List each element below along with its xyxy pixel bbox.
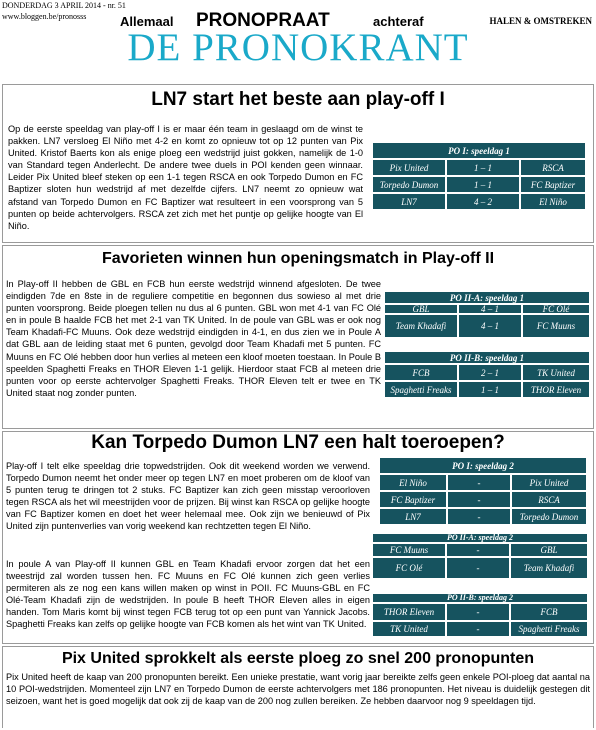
away-team: FC Baptizer [520,176,586,193]
away-team: FCB [510,603,588,621]
score: 4 – 1 [458,304,522,314]
score: - [447,491,511,508]
tagline-pronopraat: PRONOPRAAT [196,10,330,31]
table-row [372,159,586,176]
home-team: FC Muuns [372,543,446,557]
away-team: RSCA [511,491,587,508]
away-team: Team Khadafi [510,557,588,579]
score: - [447,508,511,525]
away-team: RSCA [520,159,586,176]
home-team: Spaghetti Freaks [384,381,458,398]
tagline-allemaal: Allemaal [120,14,174,29]
table-row [384,364,590,381]
home-team: LN7 [372,193,446,210]
fixtures-table-poIIB-sd2 [371,592,589,638]
article-ln7-start [2,84,594,243]
away-team: El Niño [520,193,586,210]
table-row [379,491,587,508]
table-title: PO I: speeldag 1 [372,142,586,159]
score: 4 – 2 [446,193,520,210]
results-table-poI-sd1 [371,141,587,211]
score: 1 – 1 [458,381,522,398]
results-table-poIIB-sd1 [383,350,591,399]
table-title: PO II-B: speeldag 1 [384,351,590,364]
article-body: In Play-off II hebben de GBL en FCB hun eerste wedstrijd winnend afgesloten. De twee eindigden 7de en 8ste in de reguliere competitie en begonnen dus sowieso al met drie punten voorsprong. Beide ploegen tellen nu dus al 6 punten. GBL won met 4-1 van FC Olé en in poule B haalde FCB het met 2-1 van TK United. In de poule van GBL was er ook nog Team Khadafi-FC Muuns. Ook deze wedstrijd eindigden in 4-1, en dus zien we in Poule A dat GBL aan de leiding staat met 6 punten, gevolgd door Team Khadafi met 5 punten. FC Muuns en FC Olé hebben door hun verlies al meteen een kloof moeten toestaan. In Poule B speelden Spaghetti Freaks en THOR Eleven 1-1 gelijk. Hierdoor staat FCB al meteen drie punten voor op eerste achtervolger Spaghetti Freaks. THOR Eleven telt er twee en TK United staat nog zonder punten. [6,279,381,398]
page-title: DE PRONOKRANT [127,26,469,69]
table-row [379,508,587,525]
issue-date: DONDERDAG 3 APRIL 2014 - nr. 51 [2,1,126,10]
article-body-2: In poule A van Play-off II kunnen GBL en Team Khadafi ervoor zorgen dat het een tweestrijd zal worden tussen hen. FC Muuns en FC Olé kunnen zich geen verlies permiteren als ze nog een kans willen maken op winst in POII. FC Muuns-GBL en FC Olé-Team Khadafi zijn de wedstrijden. In poule B heeft THOR Eleven alles in eigen handen. Tom Maris komt bij winst tegen FCB terug tot op een punt van Yannick Jacobs. Spaghetti Freaks kan zelfs op gelijke hoogte van FCB komen als het wint van TK United. [6,559,370,630]
score: - [446,557,510,579]
score: - [446,543,510,557]
article-pix-united [2,646,594,728]
away-team: Torpedo Dumon [511,508,587,525]
home-team: THOR Eleven [372,603,446,621]
away-team: Pix United [511,474,587,491]
home-team: FC Olé [372,557,446,579]
score: - [446,603,510,621]
home-team: Team Khadafi [384,314,458,338]
score: - [446,621,510,637]
article-headline: Favorieten winnen hun openingsmatch in Play-off II [101,250,495,267]
article-body: Op de eerste speeldag van play-off I is er maar één team in geslaagd om de winst te pakken. LN7 versloeg El Niño met 4-2 en komt zo opnieuw tot op 12 punten van Pix United. Kristof Baerts kon als enige ploeg een wedstrijd juist gokken, namelijk de 1-0 van Standard tegen Anderlecht. De andere twee duels in POI kenden geen winnaar. Leider Pix United bleef steken op een 1-1 tegen RSCA en ook Torpedo Dumon en FC Baptizer sloten hun wedstrijd af met dezelfde cijfers. LN7 neemt zo opnieuw wat afstand van Torpedo Dumon en FC Baptizer wat resulteert in een voorsprong van 5 punten op beide achtervolgers. RSCA zet zich met het puntje op gelijke hoogte van El Niño. [8,124,363,231]
table-row [372,557,588,579]
table-title: PO I: speeldag 2 [379,457,587,474]
table-row [384,314,590,338]
home-team: TK United [372,621,446,637]
away-team: FC Muuns [522,314,590,338]
table-row [372,603,588,621]
score: 1 – 1 [446,176,520,193]
article-headline: Pix United sprokkelt als eerste ploeg zo snel 200 pronopunten [61,650,535,667]
article-headline: Kan Torpedo Dumon LN7 een halt toeroepen? [91,432,505,453]
table-row [372,176,586,193]
score: 2 – 1 [458,364,522,381]
article-torpedo-dumon [2,431,594,644]
score: 4 – 1 [458,314,522,338]
article-headline: LN7 start het beste aan play-off I [151,89,445,110]
home-team: Pix United [372,159,446,176]
region-label: HALEN & OMSTREKEN [489,16,592,26]
table-row [372,621,588,637]
results-table-poIIA-sd1 [383,290,591,339]
away-team: FC Olé [522,304,590,314]
score: - [447,474,511,491]
table-row [372,543,588,557]
home-team: El Niño [379,474,447,491]
home-team: LN7 [379,508,447,525]
article-body-1: Play-off I telt elke speeldag drie topwedstrijden. Ook dit weekend worden we verwend. Torpedo Dumon neemt het onder meer op tegen LN7 en moet proberen om de kloof van 5 punten terug te dringen tot 2 stuks. FC Baptizer kan zich geen misstap veroorloven tegen RSCA als het wil meestrijden voor de prijzen. Bij winst kan RSCA op gelijke hoogte van FC Baptizer komen en doet het weer helemaal mee. Ook zijn we benieuwd of Pix United zijn puntenverlies van vorig weekend kan rechtzetten tegen El Niño. [6,461,370,532]
away-team: TK United [522,364,590,381]
table-row [384,381,590,398]
home-team: FCB [384,364,458,381]
away-team: THOR Eleven [522,381,590,398]
table-row [384,304,590,314]
article-body: Pix United heeft de kaap van 200 pronopunten bereikt. Een unieke prestatie, want vorig jaar bereikte zelfs geen enkele POI-ploeg dat aantal na 10 POI-wedstrijden. Momenteel zijn LN7 en Torpedo Dumon de eerste achtervolgers met 186 pronopunten. Het niveau is duidelijk gestegen dit seizoen, want het is goed mogelijk dat ook zij de kaap van de 200 nog zullen bereiken. Ze hebben daarvoor nog 9 speeldagen tijd. [6,672,590,707]
away-team: Spaghetti Freaks [510,621,588,637]
table-title: PO II-A: speeldag 1 [384,291,590,304]
away-team: GBL [510,543,588,557]
table-title: PO II-B: speeldag 2 [372,593,588,603]
tagline-achteraf: achteraf [373,14,424,29]
table-title: PO II-A: speeldag 2 [372,533,588,543]
article-favorieten [2,245,594,429]
home-team: Torpedo Dumon [372,176,446,193]
table-row [379,474,587,491]
fixtures-table-poIIA-sd2 [371,532,589,580]
score: 1 – 1 [446,159,520,176]
home-team: FC Baptizer [379,491,447,508]
fixtures-table-poI-sd2 [378,456,588,526]
home-team: GBL [384,304,458,314]
table-row [372,193,586,210]
website-link[interactable]: www.bloggen.be/pronosss [2,12,87,21]
